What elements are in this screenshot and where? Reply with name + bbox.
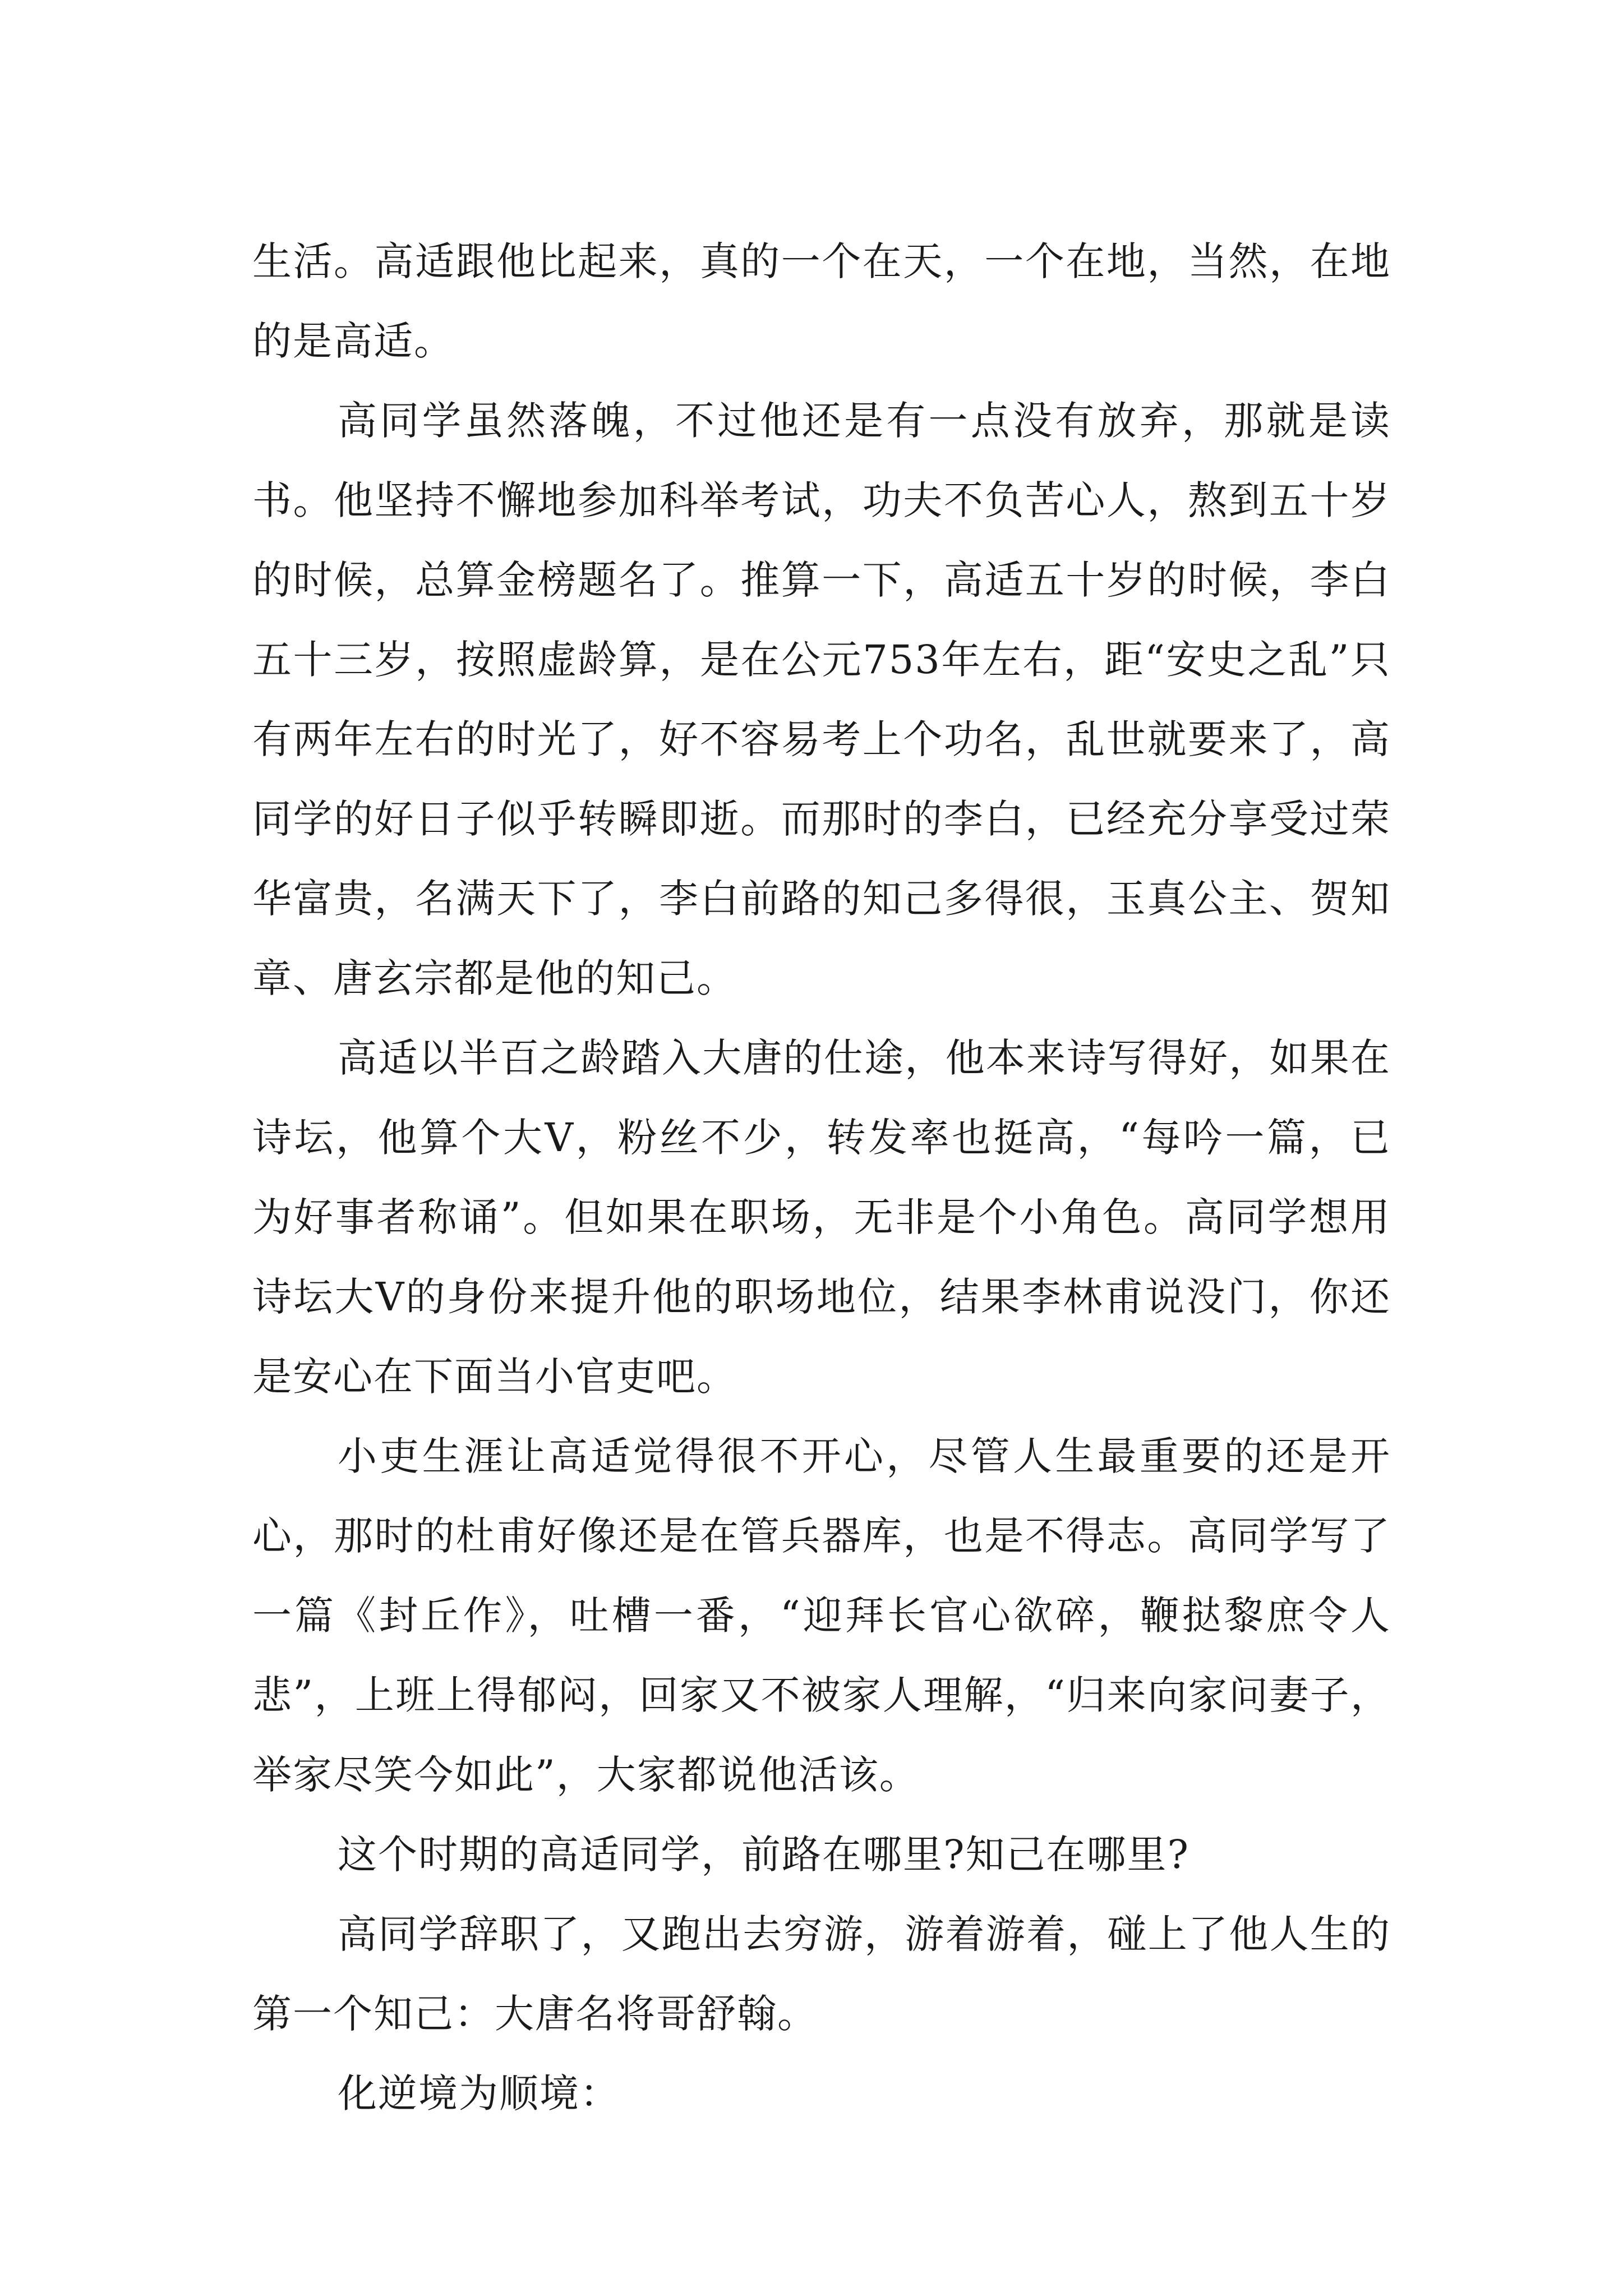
paragraph: 高同学辞职了，又跑出去穷游，游着游着，碰上了他人生的第一个知己：大唐名将哥舒翰。 [252, 1911, 1391, 2037]
paragraph: 高适以半百之龄踏入大唐的仕途，他本来诗写得好，如果在诗坛，他算个大V，粉丝不少，转发率也挺高，“每吟一篇，已为好事者称诵”。但如果在职场，无非是个小角色。高同学想用诗坛大V的身份来提升他的职场地位，结果李林甫说没门，你还是安心在下面当小官吏吧。 [252, 1035, 1391, 1400]
paragraph: 化逆境为顺境： [338, 2070, 620, 2116]
paragraph: 生活。高适跟他比起来，真的一个在天，一个在地，当然，在地的是高适。 [252, 238, 1391, 364]
paragraph: 这个时期的高适同学，前路在哪里?知己在哪里? [338, 1832, 1190, 1878]
paragraph: 小吏生涯让高适觉得很不开心，尽管人生最重要的还是开心，那时的杜甫好像还是在管兵器库，也是不得志。高同学写了一篇《封丘作》，吐槽一番，“迎拜长官心欲碎，鞭挞黎庶令人悲”，上班上得郁闷，回家又不被家人理解，“归来向家问妻子，举家尽笑今如此”，大家都说他活该。 [252, 1433, 1391, 1798]
body-text [252, 222, 1391, 2133]
paragraph: 高同学虽然落魄，不过他还是有一点没有放弃，那就是读书。他坚持不懈地参加科举考试，功夫不负苦心人，熬到五十岁的时候，总算金榜题名了。推算一下，高适五十岁的时候，李白五十三岁，按照虚龄算，是在公元753年左右，距“安史之乱”只有两年左右的时光了，好不容易考上个功名，乱世就要来了，高同学的好日子似乎转瞬即逝。而那时的李白，已经充分享受过荣华富贵，名满天下了，李白前路的知己多得很，玉真公主、贺知章、唐玄宗都是他的知己。 [252, 398, 1391, 1001]
